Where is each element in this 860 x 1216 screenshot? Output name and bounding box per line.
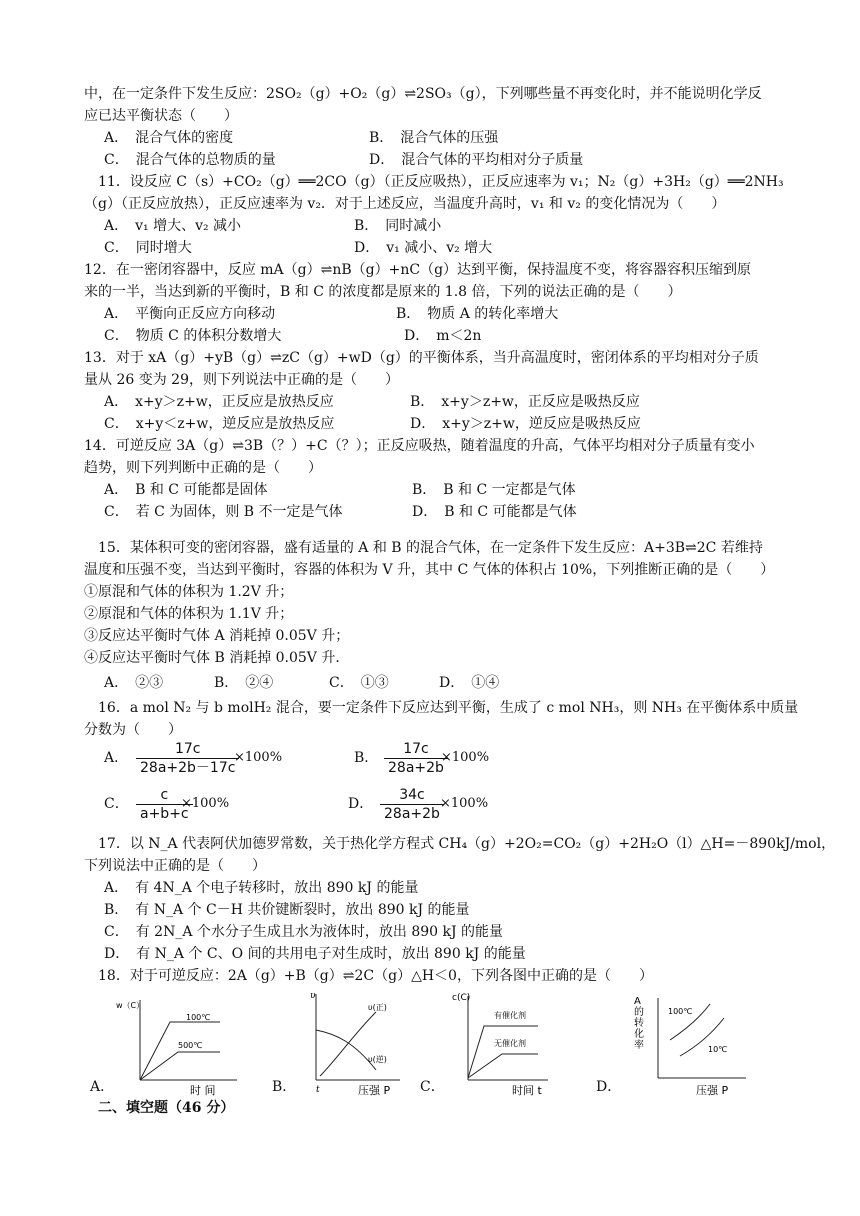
q15-item-2: ②原混和气体的体积为 1.1V 升； [84,606,294,622]
q18-graph-d-curve2: 10℃ [708,1045,728,1054]
q11-option-b: B． 同时减小 [354,218,442,234]
q16-option-c-numerator: c [160,787,169,803]
q18-graph-c-xlabel: 时间 t [512,1084,542,1097]
q15-item-4: ④反应达平衡时气体 B 消耗掉 0.05V 升． [84,650,350,666]
q16-option-a-tail: ×100% [234,750,283,765]
q16-option-a-label: A． [104,750,129,766]
q16-option-c-label: C． [104,796,129,812]
q11-option-a: A． v₁ 增大、v₂ 减小 [104,218,242,234]
q15-line1: 15．某体积可变的密闭容器，盛有适量的 A 和 B 的混合气体，在一定条件下发生反应：A+3B⇌2C 若维持 [98,540,763,556]
q15-option-c: C． ①③ [329,675,389,691]
q16-option-b-denominator: 28a+2b [384,758,448,777]
q18-graph-b-label: B． [272,1079,297,1095]
q18-graph-b-curve2: υ(逆) [368,1055,387,1064]
q16-option-d-label: D． [348,796,374,812]
q12-option-d: D． m＜2n [404,328,482,344]
q13-option-d: D． x+y＞z+w，逆反应是吸热反应 [410,416,641,432]
q18-graph-c-label: C． [420,1079,445,1095]
q18-graph-a-label: A． [90,1079,115,1095]
q11-option-c: C． 同时增大 [104,240,192,256]
q14-line1: 14．可逆反应 3A（g）⇌3B（？）+C（？）；正反应吸热，随着温度的升高，气体平均相对分子质量有变小 [84,438,755,454]
q10-option-b: B． 混合气体的压强 [369,130,499,146]
q17-line2: 下列说法中正确的是（ ） [84,858,266,874]
q18-graph-d-xlabel: 压强 P [696,1084,729,1097]
q18-graph-d-ylabel: A 的转化率 [634,996,644,1051]
q17-line1: 17．以 N_A 代表阿伏加德罗常数，关于热化学方程式 CH₄（g）+2O₂=CO₂（g）+2H₂O（l）△H=－890kJ/mol， [98,836,836,852]
q17-option-d: D． 有 N_A 个 C、O 间的共用电子对生成时，放出 890 kJ 的能量 [104,946,526,962]
q16-option-b-numerator: 17c [403,741,429,757]
q11-option-d: D． v₁ 减小、v₂ 增大 [354,240,493,256]
q15-option-a: A． ②③ [104,675,164,691]
q14-option-a: A． B 和 C 可能都是固体 [104,482,268,498]
q18-graph-a-xlabel: 时 间 [190,1084,216,1097]
q14-option-b: B． B 和 C 一定都是气体 [412,482,576,498]
q12-option-b: B． 物质 A 的转化率增大 [396,306,559,322]
q16-option-c-denominator: a+b+c [136,804,193,823]
q18-graph-d [620,990,750,1100]
q12-option-a: A． 平衡向正反应方向移动 [104,306,276,322]
q16-line2: 分数为（ ） [84,722,182,738]
q15-option-b: B． ②④ [214,675,274,691]
q10-line2: 应已达平衡状态（ ） [84,108,238,124]
q13-option-c: C． x+y＜z+w，逆反应是放热反应 [104,416,335,432]
q16-option-a-numerator: 17c [174,741,201,757]
q16-option-d-denominator: 28a+2b [380,804,444,823]
q16-line1: 16．a mol N₂ 与 b molH₂ 混合，要一定条件下反应达到平衡，生成了 c mol NH₃，则 NH₃ 在平衡体系中质量 [98,700,799,716]
q12-option-c: C． 物质 C 的体积分数增大 [104,328,282,344]
q16-option-c-tail: ×100% [181,796,230,811]
q16-option-b-tail: ×100% [441,750,490,765]
q18-graph-a-curve2: 500℃ [178,1041,203,1050]
q18-graph-c [446,988,556,1098]
q12-line1: 12．在一密闭容器中，反应 mA（g）⇌nB（g）+nC（g）达到平衡，保持温度不变，将容器容积压缩到原 [84,262,752,278]
q10-option-c: C． 混合气体的总物质的量 [104,152,276,168]
q14-line2: 趋势，则下列判断中正确的是（ ） [84,460,322,476]
q18-graph-c-curve2: 无催化剂 [494,1039,526,1048]
q18-graph-b-t: t [316,1085,320,1095]
q15-item-1: ①原混和气体的体积为 1.2V 升； [84,584,294,600]
q10-option-d: D． 混合气体的平均相对分子质量 [369,152,584,168]
q13-option-b: B． x+y＞z+w，正反应是吸热反应 [410,394,640,410]
q15-option-d: D． ①④ [439,675,500,691]
q18-line1: 18．对于可逆反应：2A（g）+B（g）⇌2C（g）△H＜0，下列各图中正确的是（ ） [98,968,653,984]
q18-graph-c-curve1: 有催化剂 [494,1011,526,1020]
q17-option-b: B． 有 N_A 个 C－H 共价键断裂时，放出 890 kJ 的能量 [104,902,470,918]
q10-option-a: A． 混合气体的密度 [104,130,234,146]
q16-option-a-fraction [136,740,239,777]
q11-line1: 11．设反应 C（s）+CO₂（g）══2CO（g）（正反应吸热），正反应速率为 v₁；N₂（g）+3H₂（g）══2NH₃ [98,174,784,190]
q13-line2: 量从 26 变为 29，则下列说法中正确的是（ ） [84,372,399,388]
q14-option-d: D． B 和 C 可能都是气体 [412,504,577,520]
q18-graph-d-curve1: 100℃ [668,1007,693,1016]
q16-option-b-label: B． [354,750,379,766]
q18-graph-c-ylabel: c(C) [452,993,471,1003]
q10-line1: 中，在一定条件下发生反应：2SO₂（g）+O₂（g）⇌2SO₃（g），下列哪些量不再变化时，并不能说明化学反 [84,86,762,102]
q17-option-c: C． 有 2N_A 个水分子生成且水为液体时，放出 890 kJ 的能量 [104,924,504,940]
q13-line1: 13．对于 xA（g）+yB（g）⇌zC（g）+wD（g）的平衡体系，当升高温度时，密闭体系的平均相对分子质 [84,350,759,366]
q16-option-d-tail: ×100% [440,796,489,811]
q11-line2: （g）（正反应放热），正反应速率为 v₂．对于上述反应，当温度升高时，v₁ 和 v₂ 的变化情况为（ ） [84,196,726,212]
q18-graph-b [296,988,406,1098]
q15-line2: 温度和压强不变，当达到平衡时，容器的体积为 V 升，其中 C 气体的体积占 10%，下列推断正确的是（ ） [84,562,775,578]
q15-item-3: ③反应达平衡时气体 A 消耗掉 0.05V 升； [84,628,350,644]
q18-graph-d-label: D． [596,1079,622,1095]
q16-option-a-denominator: 28a+2b－17c [136,758,239,777]
q16-option-b-fraction [384,740,448,777]
q18-graph-b-curve1: υ(正) [368,1003,387,1012]
q16-option-d-numerator: 34c [399,787,425,803]
q18-graph-a [112,994,242,1098]
q13-option-a: A． x+y＞z+w，正反应是放热反应 [104,394,334,410]
q17-option-a: A． 有 4N_A 个电子转移时，放出 890 kJ 的能量 [104,880,419,896]
q16-option-d-fraction [380,786,444,823]
q18-graph-a-curve1: 100℃ [186,1013,211,1022]
q18-graph-b-ylabel: υ [310,991,316,1001]
q18-graph-a-ylabel: w（C） [116,1001,145,1010]
q12-line2: 来的一半，当达到新的平衡时，B 和 C 的浓度都是原来的 1.8 倍，下列的说法正确的是（ ） [84,284,682,300]
q18-graph-b-xlabel: 压强 P [358,1084,391,1097]
q14-option-c: C． 若 C 为固体，则 B 不一定是气体 [104,504,343,520]
section-2-heading: 二、填空题（46 分） [98,1100,235,1116]
